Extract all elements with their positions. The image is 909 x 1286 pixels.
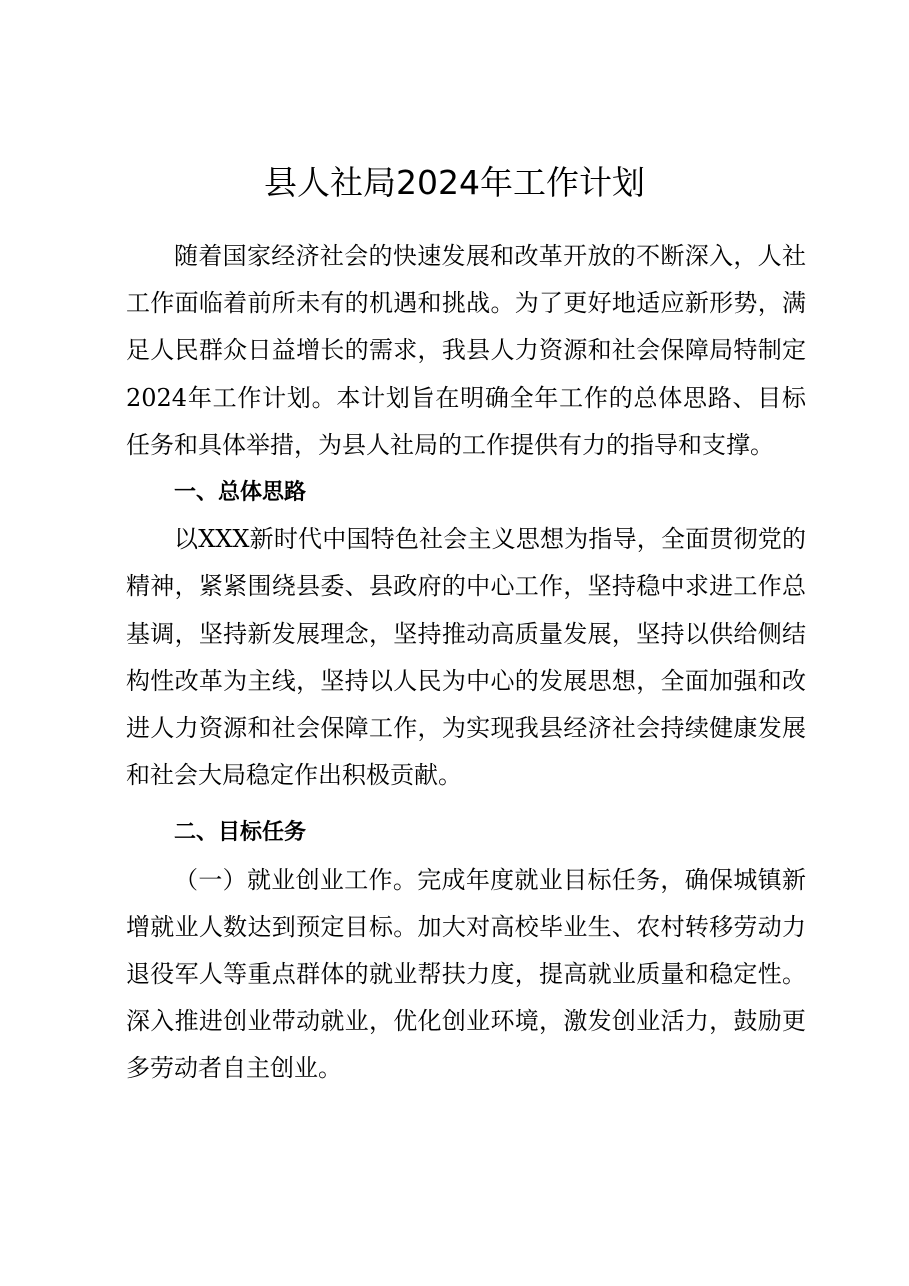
section-paragraph-overall-approach: 以XXX新时代中国特色社会主义思想为指导，全面贯彻党的精神，紧紧围绕县委、县政府的中心工作，坚持稳中求进工作总基调，坚持新发展理念，坚持推动高质量发展，坚持以供给侧结构性改革为主线，坚持以人民为中心的发展思想，全面加强和改进人力资源和社会保障工作，为实现我县经济社会持续健康发展和社会大局稳定作出积极贡献。 <box>126 525 806 790</box>
section-heading-goals-tasks: 二、目标任务 <box>174 820 307 846</box>
document-body <box>126 233 806 1093</box>
section-paragraph-employment: （一）就业创业工作。完成年度就业目标任务，确保城镇新增就业人数达到预定目标。加大对高校毕业生、农村转移劳动力退役军人等重点群体的就业帮扶力度，提高就业质量和稳定性。深入推进创业带动就业，优化创业环境，激发创业活力，鼓励更多劳动者自主创业。 <box>126 865 806 1083</box>
section-heading-overall-approach: 一、总体思路 <box>174 480 307 506</box>
intro-paragraph: 随着国家经济社会的快速发展和改革开放的不断深入，人社工作面临着前所未有的机遇和挑战。为了更好地适应新形势，满足人民群众日益增长的需求，我县人力资源和社会保障局特制定2024年工作计划。本计划旨在明确全年工作的总体思路、目标任务和具体举措，为县人社局的工作提供有力的指导和支撑。 <box>126 242 806 459</box>
document-title: 县人社局2024年工作计划 <box>264 163 645 202</box>
